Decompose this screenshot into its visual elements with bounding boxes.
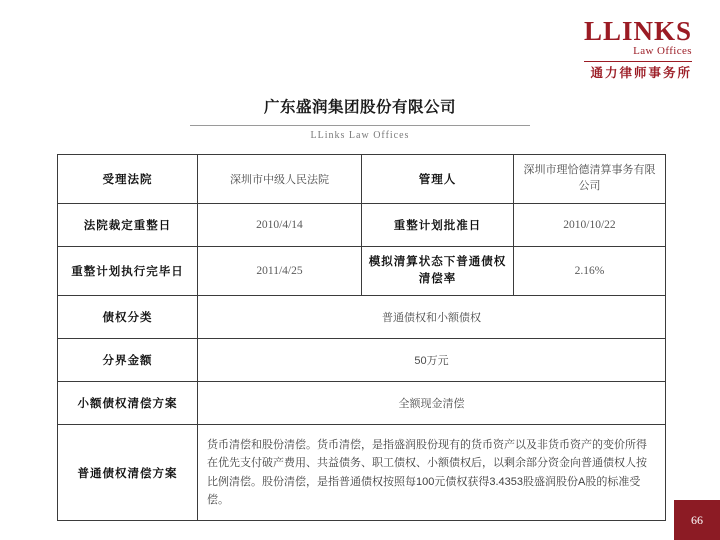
row-value-claim-classification: 普通债权和小额债权 (198, 296, 666, 339)
llinks-logo (584, 18, 692, 80)
row-label-general-claim-plan: 普通债权清偿方案 (58, 425, 198, 521)
row-label-restructuring-date: 法院裁定重整日 (58, 204, 198, 247)
title-divider (190, 125, 530, 126)
row-label-simulated-recovery-rate: 模拟清算状态下普通债权清偿率 (362, 247, 514, 296)
row-value-completion-date: 2011/4/25 (198, 247, 362, 296)
case-summary-table (57, 154, 665, 521)
row-label-accepting-court: 受理法院 (58, 155, 198, 204)
page-title-block (0, 95, 720, 141)
row-value-accepting-court: 深圳市中级人民法院 (198, 155, 362, 204)
row-value-plan-approval-date: 2010/10/22 (514, 204, 666, 247)
table-row (58, 155, 666, 204)
page-number-badge: 66 (674, 500, 720, 540)
row-label-completion-date: 重整计划执行完毕日 (58, 247, 198, 296)
page-title: 广东盛润集团股份有限公司 (263, 99, 456, 116)
logo-wordmark: LLINKS (583, 16, 692, 46)
page-subtitle: LLinks Law Offices (310, 130, 410, 141)
row-value-threshold-amount: 50万元 (198, 339, 666, 382)
logo-divider (584, 61, 692, 62)
table-row (58, 339, 666, 382)
table-row (58, 296, 666, 339)
row-label-plan-approval-date: 重整计划批准日 (362, 204, 514, 247)
table-row (58, 247, 666, 296)
table-row (58, 382, 666, 425)
row-label-threshold-amount: 分界金额 (58, 339, 198, 382)
row-value-simulated-recovery-rate: 2.16% (514, 247, 666, 296)
row-label-claim-classification: 债权分类 (58, 296, 198, 339)
table-row (58, 204, 666, 247)
row-label-small-claim-plan: 小额债权清偿方案 (58, 382, 198, 425)
row-value-restructuring-date: 2010/4/14 (198, 204, 362, 247)
logo-subtitle: Law Offices (633, 45, 692, 57)
row-value-small-claim-plan: 全额现金清偿 (198, 382, 666, 425)
row-value-general-claim-plan: 货币清偿和股份清偿。货币清偿，是指盛润股份现有的货币资产以及非货币资产的变价所得在优先支付破产费用、共益债务、职工债权、小额债权后，以剩余部分资金向普通债权人按比例清偿。股份清偿，是指普通债权按照每100元债权获得3.4353股盛润股份A股的标准受偿。 (198, 425, 666, 521)
row-label-administrator: 管理人 (362, 155, 514, 204)
logo-chinese-name: 通力律师事务所 (590, 66, 692, 80)
row-value-administrator: 深圳市理恰德清算事务有限公司 (514, 155, 666, 204)
table-row (58, 425, 666, 521)
